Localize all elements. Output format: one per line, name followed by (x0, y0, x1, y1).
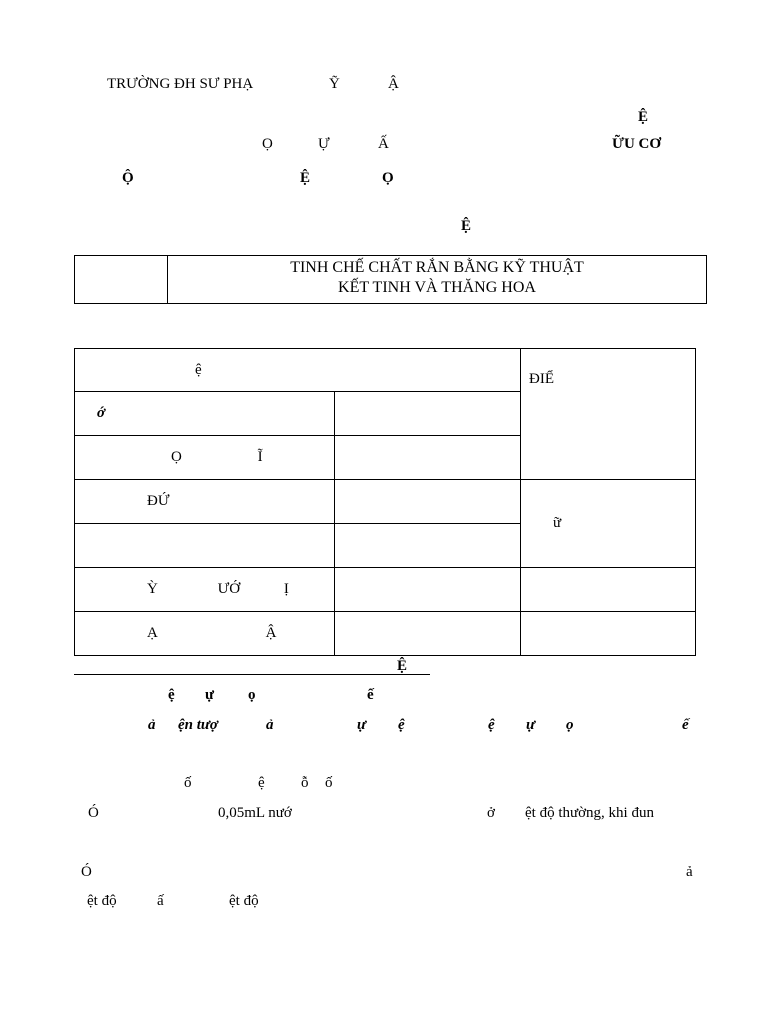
body-fragment: ự (526, 717, 535, 733)
body-fragment: ệt độ thường, khi đun (525, 805, 654, 821)
body-fragment: ả (148, 717, 156, 733)
experiment-title (168, 258, 706, 298)
table-cell (75, 612, 335, 656)
score-cell (521, 349, 696, 480)
body-fragment: ả (686, 864, 693, 880)
body-fragment: ệt độ (87, 893, 117, 909)
input-cell[interactable] (335, 612, 521, 656)
table-label: Ậ (265, 625, 277, 641)
subtitle-fragment: Ấ (378, 136, 389, 152)
comment-cell (521, 480, 696, 568)
table-cell (75, 524, 335, 568)
body-fragment: 0,05mL nướ (218, 805, 292, 821)
body-fragment: ệ (258, 775, 265, 791)
comment-label: ữ (553, 515, 562, 531)
body-fragment: ấ (157, 893, 164, 909)
input-cell[interactable] (335, 524, 521, 568)
table-label: ĐỨ (147, 493, 170, 509)
info-fragment: Ọ (382, 170, 394, 186)
input-cell[interactable] (335, 436, 521, 480)
input-cell[interactable] (335, 392, 521, 436)
header-fragment: Ỹ (329, 76, 340, 92)
grade-table (74, 348, 696, 656)
table-cell (75, 568, 335, 612)
table-label: ớ (97, 405, 106, 421)
school-name: TRƯỜNG ĐH SƯ PHẠ (107, 76, 254, 92)
experiment-title-line1: TINH CHẾ CHẤT RẮN BẰNG KỸ THUẬT (290, 259, 584, 276)
body-fragment: ự (205, 687, 215, 703)
body-fragment: ố (325, 775, 333, 791)
experiment-title-line2: KẾT TINH VÀ THĂNG HOA (338, 279, 536, 296)
body-fragment: ện tượ (178, 717, 218, 733)
subtitle-fragment: Ọ (262, 136, 273, 152)
header-fragment: Ậ (388, 76, 399, 92)
section-heading: Ệ (397, 658, 408, 674)
input-cell[interactable] (335, 568, 521, 612)
table-cell (75, 436, 335, 480)
body-fragment: ự (357, 717, 366, 733)
table-label: Ĩ (257, 449, 263, 465)
table-cell (75, 349, 521, 392)
body-fragment: ọ (248, 687, 256, 703)
info-fragment: Ệ (300, 170, 311, 186)
body-fragment: Ó (81, 864, 92, 880)
body-fragment: ế (367, 687, 374, 703)
right-heading: Ệ (638, 109, 649, 125)
body-fragment: ở (487, 805, 495, 821)
table-label: Ọ (171, 449, 182, 465)
input-cell[interactable] (521, 568, 696, 612)
input-cell[interactable] (521, 612, 696, 656)
section-heading: Ệ (461, 218, 472, 234)
body-fragment: ệ (168, 687, 175, 703)
body-fragment: ả (266, 717, 274, 733)
body-fragment: Ó (88, 805, 99, 821)
body-fragment: ệ (398, 717, 405, 733)
right-heading: ỮU CƠ (612, 136, 662, 152)
subtitle-fragment: Ự (318, 136, 330, 152)
body-fragment: ệ (488, 717, 495, 733)
body-fragment: ế (682, 717, 689, 733)
info-fragment: Ộ (122, 170, 134, 186)
table-cell (75, 480, 335, 524)
table-label: Ỳ (147, 581, 158, 597)
body-fragment: ệt độ (229, 893, 259, 909)
body-fragment: ọ (566, 717, 574, 733)
body-fragment: ố (184, 775, 192, 791)
table-label: ƯỚ (217, 581, 241, 597)
table-label: Ạ (147, 625, 158, 641)
input-cell[interactable] (335, 480, 521, 524)
table-label: Ị (283, 581, 289, 597)
score-label: ĐIỂ (529, 371, 555, 387)
table-label: ệ (195, 361, 202, 378)
table-cell (75, 392, 335, 436)
section-underline (74, 674, 430, 675)
body-fragment: ỗ (301, 775, 309, 791)
